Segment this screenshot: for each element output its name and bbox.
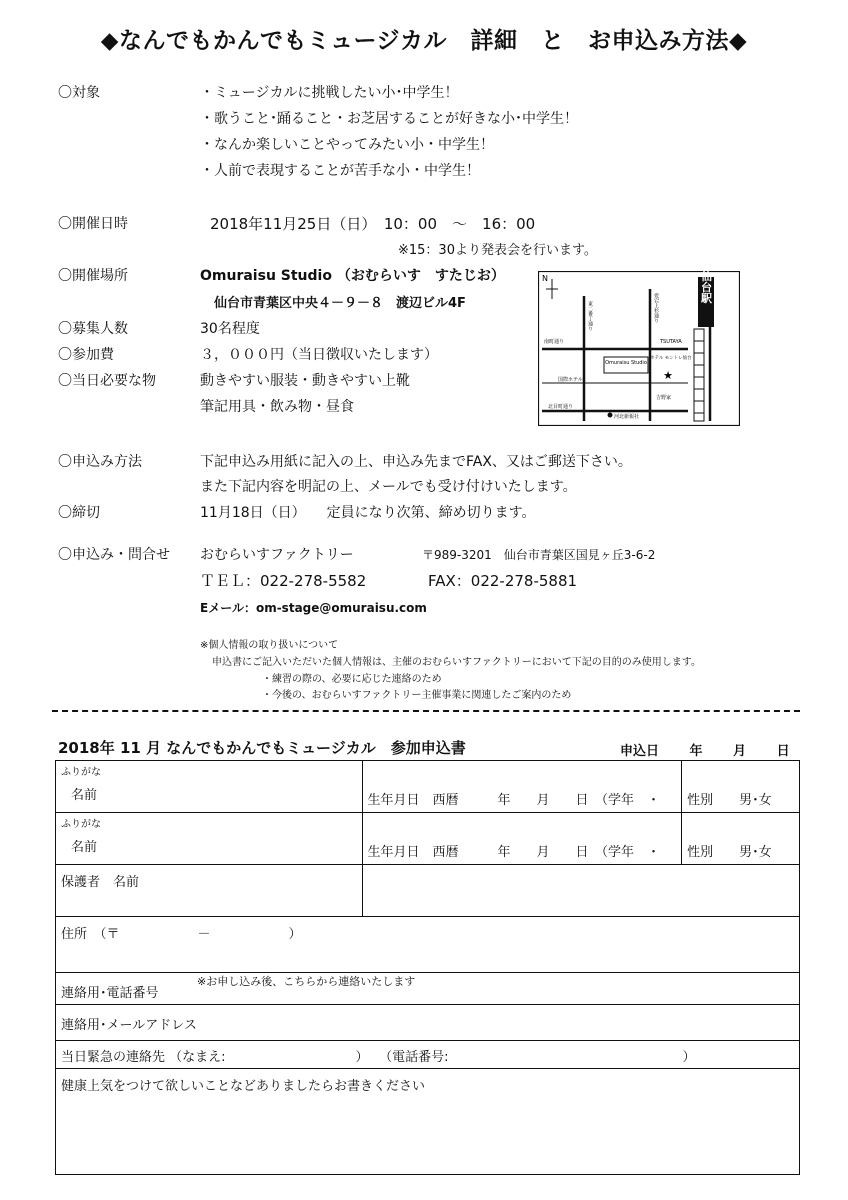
map-north: N [542,274,548,283]
venue-map [538,271,740,426]
guardian-input[interactable] [362,865,799,917]
star-icon: ★ [663,369,673,382]
privacy-item: ・練習の際の、必要に応じた連絡のため [262,674,442,685]
map-label: ホテル モントレ仙台 [650,356,692,361]
method-label: 〇申込み方法 [58,454,142,470]
fee-label: 〇参加費 [58,347,114,363]
pin-icon [608,413,613,418]
address-field[interactable]: 住所 （〒 － ） [56,917,800,973]
venue-label: 〇開催場所 [58,268,128,284]
items-label: 〇当日必要な物 [58,373,156,389]
map-label: 東二番丁通り [587,301,593,331]
contact-fax: FAX：022-278-5881 [428,572,578,590]
target-label: 〇対象 [58,85,100,101]
privacy-heading: ※個人情報の取り扱いについて [200,640,339,651]
target-line: ・ミュージカルに挑戦したい小･中学生！ [200,85,459,101]
furigana-label: ふりがな [61,767,101,778]
deadline-value: 11月18日（日） 定員になり次第、締め切ります。 [200,505,536,521]
contact-email: Eメール：om-stage@omuraisu.com [200,601,427,615]
map-label: 北目町通り [548,404,574,410]
emergency-field[interactable]: 当日緊急の連絡先 （なまえ: ） （電話番号: ） [56,1041,800,1069]
map-label: TSUTAYA [660,339,682,345]
privacy-item: ・今後の、おむらいすファクトリー主催事業に関連したご案内のため [262,690,572,701]
capacity-value: 30名程度 [200,321,260,337]
guardian-label: 保護者 名前 [56,865,363,917]
name-cell-1[interactable] [56,761,363,813]
fee-value: ３，０００円（当日徴収いたします） [200,347,438,363]
contact-address: 〒989-3201 仙台市青葉区国見ヶ丘3-6-2 [422,548,656,562]
phone-field[interactable] [56,973,800,1005]
date-note: ※15：30より発表会を行います。 [398,243,597,258]
dob-cell-2[interactable]: 生年月日 西暦 年 月 日 （学年 ・ [362,813,682,865]
map-label: 愛宕上杉通り [653,293,659,323]
date-value: 2018年11月25日（日） 10：00 ～ 16：00 [210,215,536,233]
name-label: 名前 [71,788,98,803]
map-label: 河北新報社 [614,414,640,420]
phone-label: 連絡用･電話番号 [61,986,159,1001]
map-station: 仙台駅 [699,271,713,304]
venue-name: Omuraisu Studio （おむらいす すたじお） [200,268,505,284]
page-title: ◆なんでもかんでもミュージカル 詳細 と お申込み方法◆ [100,28,748,54]
target-line: ・なんか楽しいことやってみたい小・中学生！ [200,137,494,153]
form-apply-date: 申込日 年 月 日 [620,744,790,759]
dob-cell-1[interactable]: 生年月日 西暦 年 月 日 （学年 ・ [362,761,682,813]
target-line: ・歌うこと･踊ること・お芝居することが好きな小･中学生！ [200,111,578,127]
capacity-label: 〇募集人数 [58,321,128,337]
items-line: 筆記用具・飲み物・昼食 [200,399,354,415]
method-line: 下記申込み用紙に記入の上、申込み先までFAX、又はご郵送下さい。 [200,454,632,470]
name-cell-2[interactable] [56,813,363,865]
sex-cell-2[interactable]: 性別 男･女 [682,813,800,865]
map-label: 吉野家 [656,395,672,401]
map-studio: Omuraisu Studio [605,360,647,366]
venue-address: 仙台市青葉区中央４－９－８ 渡辺ビル4F [214,296,466,311]
email-field[interactable]: 連絡用･メールアドレス [56,1005,800,1041]
sex-cell-1[interactable]: 性別 男･女 [682,761,800,813]
health-field[interactable]: 健康上気をつけて欲しいことなどありましたらお書きください [56,1069,800,1175]
map-label: 南町通り [544,339,565,345]
furigana-label: ふりがな [61,819,101,830]
cut-line [52,710,800,712]
contact-label: 〇申込み・問合せ [58,547,170,563]
contact-tel: ＴＥＬ：022-278-5582 [200,572,367,590]
items-line: 動きやすい服装・動きやすい上靴 [200,373,410,389]
contact-org: おむらいすファクトリー [200,547,354,563]
phone-note: ※お申し込み後、こちらから連絡いたします [197,975,416,988]
target-line: ・人前で表現することが苦手な小・中学生！ [200,163,480,179]
application-form [55,760,800,1175]
map-label: 国際ホテル [558,377,583,383]
name-label: 名前 [71,840,98,855]
method-line: また下記内容を明記の上、メールでも受け付けいたします。 [200,479,577,495]
deadline-label: 〇締切 [58,505,100,521]
privacy-body: 申込書にご記入いただいた個人情報は、主催のおむらいすファクトリーにおいて下記の目的のみ使用します。 [212,657,701,668]
date-label: 〇開催日時 [58,216,128,232]
form-title: 2018年 11 月 なんでもかんでもミュージカル 参加申込書 [58,739,466,757]
